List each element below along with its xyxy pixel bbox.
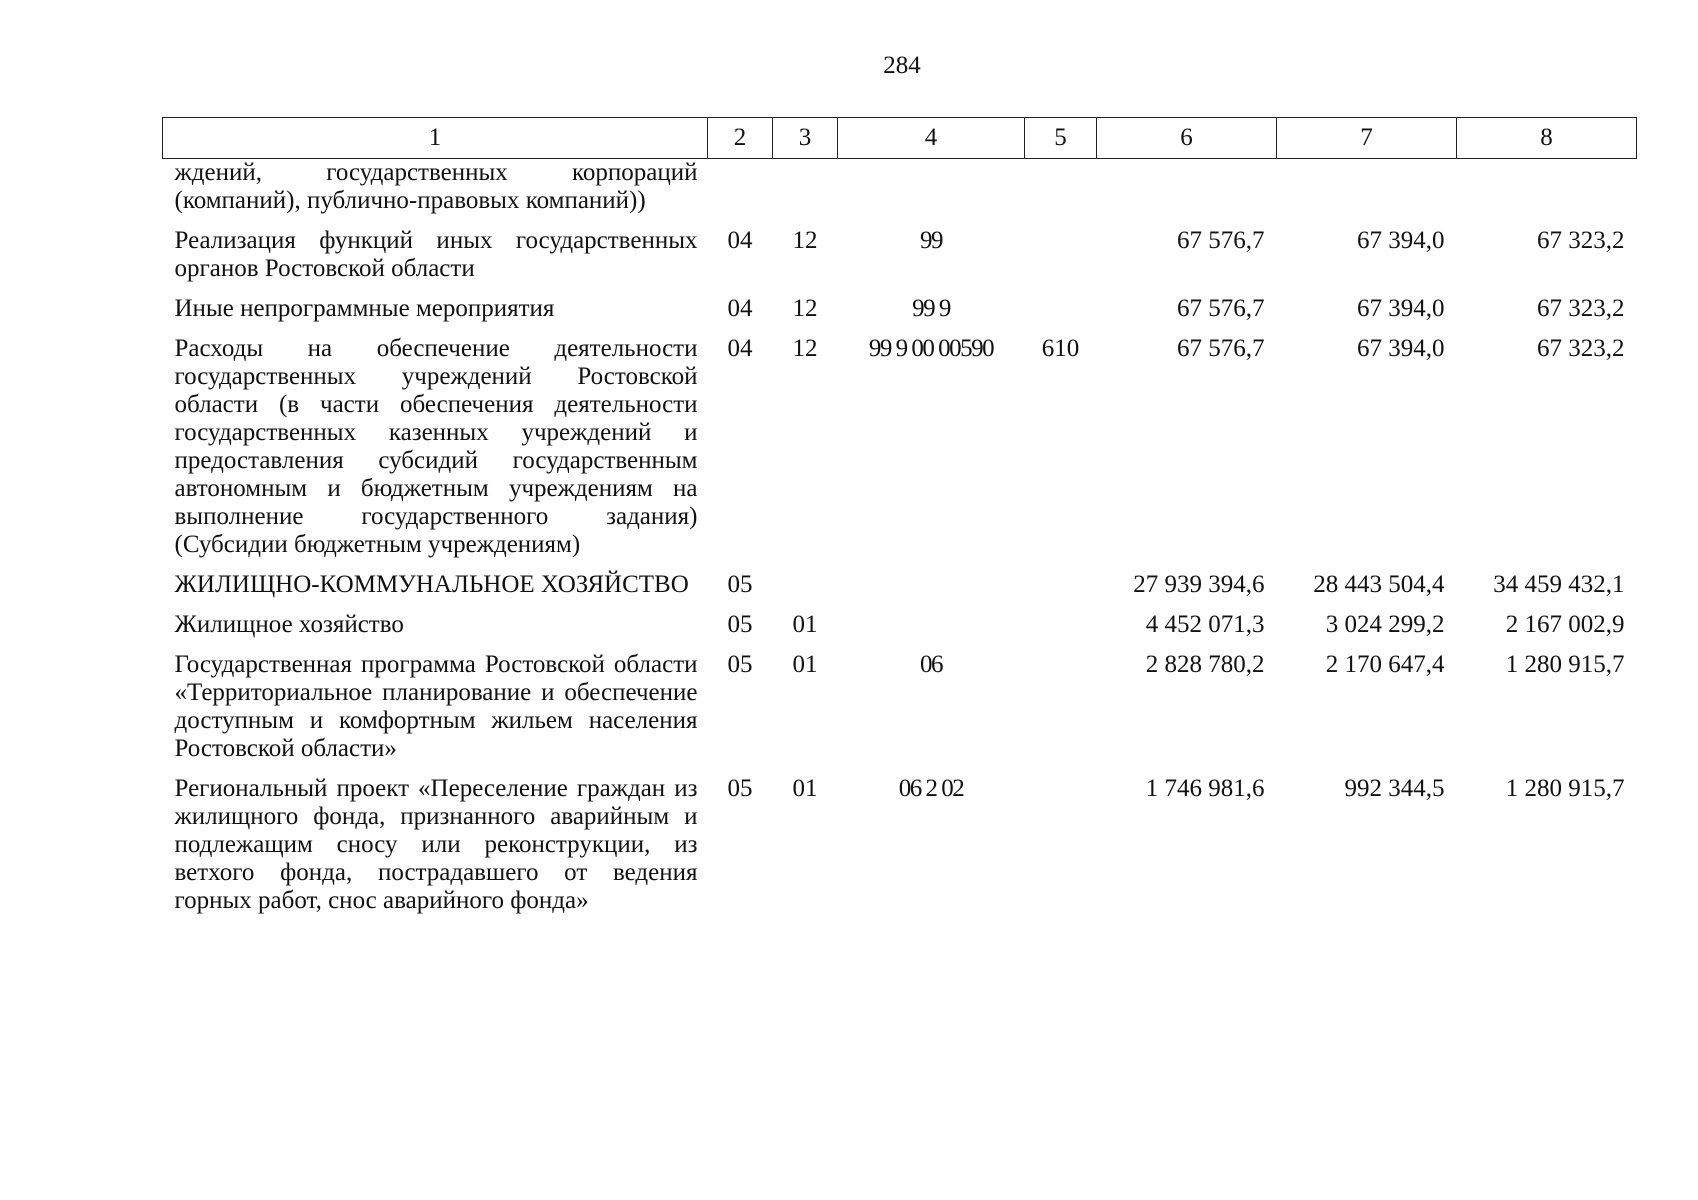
target-article-code: 06: [920, 651, 942, 678]
target-article-code: [838, 571, 1025, 611]
subsection-code: 12: [792, 295, 818, 322]
expense-type-code: 610: [1041, 335, 1080, 362]
section-code: 05: [727, 651, 753, 678]
amount-col-8: [1457, 159, 1637, 228]
row-description: Расходы на обеспечение деятельности государственных учреждений Ростовской области (в части обеспечения деятельности государственных казенных учреждений и предоставления субсидий государственным автономным и бюджетным учреждениям на выполнение государственного задания) (Субсидии бюджетным учреждениям): [174, 335, 698, 558]
amount-col-7: 28 443 504,4: [1313, 571, 1445, 598]
budget-table: [162, 117, 1637, 927]
amount-col-8: 67 323,2: [1537, 335, 1625, 362]
amount-col-6: 4 452 071,3: [1145, 611, 1265, 638]
amount-col-6: 67 576,7: [1177, 227, 1265, 254]
row-description: ЖИЛИЩНО-КОММУНАЛЬНОЕ ХОЗЯЙСТВО: [174, 571, 689, 598]
section-code: 05: [727, 611, 753, 638]
subsection-code: [773, 159, 838, 228]
row-description: ждений, государственных корпораций (компаний), публично-правовых компаний)): [174, 159, 698, 214]
amount-col-8: 67 323,2: [1537, 295, 1625, 322]
column-header-1: 1: [163, 118, 708, 159]
amount-col-8: 1 280 915,7: [1505, 775, 1625, 802]
amount-col-7: 67 394,0: [1357, 227, 1445, 254]
table-row: [163, 651, 1637, 775]
column-header-5: 5: [1025, 118, 1097, 159]
amount-col-6: [1097, 159, 1277, 228]
expense-type-code: [1025, 775, 1097, 927]
column-header-6: 6: [1097, 118, 1277, 159]
table-header-row: [163, 118, 1637, 159]
section-code: [708, 159, 773, 228]
subsection-code: 12: [792, 335, 818, 362]
amount-col-8: 1 280 915,7: [1505, 651, 1625, 678]
table-row: [163, 159, 1637, 228]
row-description: Жилищное хозяйство: [174, 611, 404, 638]
expense-type-code: [1025, 651, 1097, 775]
table-row: [163, 775, 1637, 927]
expense-type-code: [1025, 159, 1097, 228]
amount-col-6: 2 828 780,2: [1145, 651, 1265, 678]
amount-col-6: 67 576,7: [1177, 335, 1265, 362]
amount-col-6: 27 939 394,6: [1133, 571, 1265, 598]
column-header-4: 4: [838, 118, 1025, 159]
row-description: Региональный проект «Переселение граждан из жилищного фонда, признанного аварийным и подлежащим сносу или реконструкции, из ветхого фонда, пострадавшего от ведения горных работ, снос аварийного фонда»: [174, 775, 698, 914]
table-row: [163, 335, 1637, 571]
page-number: 284: [883, 52, 921, 79]
amount-col-7: 67 394,0: [1357, 335, 1445, 362]
column-header-7: 7: [1277, 118, 1457, 159]
table-row: [163, 611, 1637, 651]
expense-type-code: [1025, 295, 1097, 335]
target-article-code: [838, 159, 1025, 228]
target-article-code: 99 9: [912, 295, 950, 322]
expense-type-code: [1025, 611, 1097, 651]
amount-col-8: 34 459 432,1: [1493, 571, 1625, 598]
amount-col-6: 1 746 981,6: [1145, 775, 1265, 802]
subsection-code: 01: [792, 651, 818, 678]
section-code: 05: [727, 775, 753, 802]
amount-col-8: 2 167 002,9: [1505, 611, 1625, 638]
target-article-code: 06 2 02: [898, 775, 964, 802]
amount-col-7: 992 344,5: [1344, 775, 1445, 802]
column-header-8: 8: [1457, 118, 1637, 159]
amount-col-6: 67 576,7: [1177, 295, 1265, 322]
column-header-3: 3: [773, 118, 838, 159]
amount-col-7: [1277, 159, 1457, 228]
column-header-2: 2: [708, 118, 773, 159]
section-code: 04: [727, 295, 753, 322]
subsection-code: 01: [792, 775, 818, 802]
subsection-code: 12: [792, 227, 818, 254]
target-article-code: 99 9 00 00590: [868, 335, 994, 362]
subsection-code: [773, 571, 838, 611]
amount-col-7: 67 394,0: [1357, 295, 1445, 322]
table-row: [163, 571, 1637, 611]
target-article-code: [838, 611, 1025, 651]
section-code: 04: [727, 227, 753, 254]
section-code: 04: [727, 335, 753, 362]
table-row: [163, 295, 1637, 335]
expense-type-code: [1025, 571, 1097, 611]
expense-type-code: [1025, 227, 1097, 295]
row-description: Реализация функций иных государственных органов Ростовской области: [174, 227, 698, 282]
amount-col-7: 3 024 299,2: [1325, 611, 1445, 638]
table-row: [163, 227, 1637, 295]
target-article-code: 99: [920, 227, 942, 254]
amount-col-7: 2 170 647,4: [1325, 651, 1445, 678]
row-description: Государственная программа Ростовской области «Территориальное планирование и обеспечение доступным и комфортным жильем населения Ростовской области»: [174, 651, 698, 762]
subsection-code: 01: [792, 611, 818, 638]
row-description: Иные непрограммные мероприятия: [174, 295, 555, 322]
section-code: 05: [727, 571, 753, 598]
amount-col-8: 67 323,2: [1537, 227, 1625, 254]
